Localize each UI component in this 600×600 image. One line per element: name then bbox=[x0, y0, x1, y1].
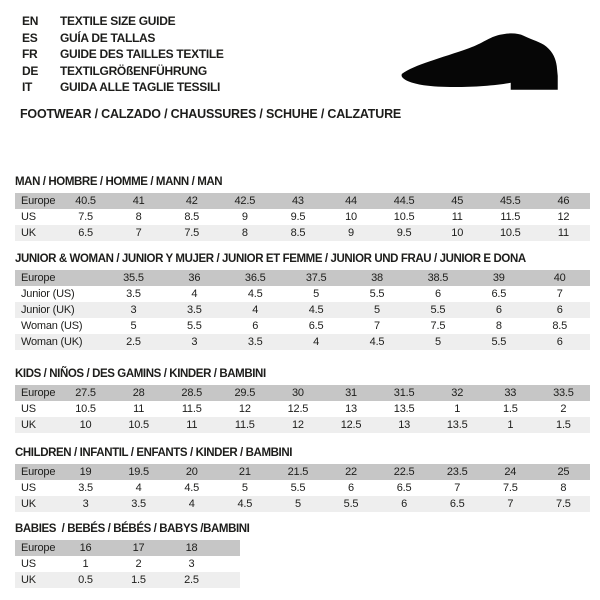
size-cell: 3.5 bbox=[186, 304, 202, 316]
language-row bbox=[22, 46, 224, 63]
size-cell: 28.5 bbox=[181, 387, 203, 399]
size-cell: 10.5 bbox=[128, 419, 149, 431]
size-cell: 5 bbox=[241, 482, 248, 494]
size-cell: 11.5 bbox=[234, 419, 255, 431]
size-cell: 4.5 bbox=[308, 304, 324, 316]
table-row bbox=[15, 464, 590, 480]
size-cell: 5.5 bbox=[290, 482, 306, 494]
row-label: UK bbox=[21, 498, 36, 510]
row-label: US bbox=[21, 211, 36, 223]
size-cell: 1.5 bbox=[502, 403, 518, 415]
size-cell: 8.5 bbox=[552, 320, 568, 332]
table-row bbox=[15, 193, 590, 209]
size-cell: 13.5 bbox=[446, 419, 468, 431]
size-cell: 12.5 bbox=[287, 403, 309, 415]
size-cell: 6.5 bbox=[396, 482, 412, 494]
size-cell: 6 bbox=[495, 304, 502, 316]
size-cell: 25 bbox=[557, 466, 570, 478]
size-cell: 23.5 bbox=[446, 466, 468, 478]
size-cell: 4 bbox=[191, 288, 198, 300]
spacer-cell bbox=[218, 540, 240, 556]
size-cell: 32 bbox=[451, 387, 464, 399]
size-cell: 1 bbox=[507, 419, 514, 431]
table-row bbox=[15, 540, 240, 556]
language-row bbox=[22, 63, 224, 80]
size-cell: 2 bbox=[135, 558, 142, 570]
row-label: Europe bbox=[21, 195, 56, 207]
size-cell: 24 bbox=[504, 466, 517, 478]
size-section-kids bbox=[15, 368, 590, 433]
size-cell: 4.5 bbox=[237, 498, 253, 510]
size-cell: 11 bbox=[133, 403, 145, 415]
size-cell: 37.5 bbox=[305, 272, 327, 284]
size-cell: 1.5 bbox=[556, 419, 571, 431]
row-label: Junior (UK) bbox=[21, 304, 75, 316]
size-cell: 42.5 bbox=[234, 195, 256, 207]
language-list bbox=[22, 13, 224, 96]
row-label: US bbox=[21, 482, 36, 494]
size-cell: 1 bbox=[454, 403, 461, 415]
size-cell: 45.5 bbox=[499, 195, 521, 207]
size-cell: 13 bbox=[398, 419, 411, 431]
size-cell: 4 bbox=[135, 482, 142, 494]
size-cell: 8 bbox=[241, 227, 248, 239]
size-cell: 12 bbox=[238, 403, 251, 415]
size-cell: 7 bbox=[507, 498, 514, 510]
size-cell: 9 bbox=[348, 227, 354, 239]
row-label: Woman (UK) bbox=[21, 336, 83, 348]
size-cell: 19.5 bbox=[128, 466, 149, 478]
size-cell: 30 bbox=[292, 387, 304, 399]
size-cell: 7 bbox=[374, 320, 380, 332]
size-cell: 4.5 bbox=[247, 288, 263, 300]
size-cell: 10 bbox=[451, 227, 464, 239]
size-cell: 18 bbox=[185, 542, 198, 554]
size-cell: 1 bbox=[82, 558, 89, 570]
size-cell: 44 bbox=[345, 195, 357, 207]
size-cell: 5.5 bbox=[186, 320, 202, 332]
row-label: UK bbox=[21, 574, 36, 586]
size-cell: 8.5 bbox=[290, 227, 306, 239]
size-cell: 11 bbox=[186, 419, 198, 431]
size-cell: 11 bbox=[451, 211, 463, 223]
language-label: TEXTILE SIZE GUIDE bbox=[60, 14, 176, 28]
size-section-babies bbox=[15, 523, 249, 588]
language-row bbox=[22, 13, 224, 30]
row-label: Junior (US) bbox=[21, 288, 75, 300]
size-table bbox=[15, 464, 590, 512]
size-cell: 1.5 bbox=[131, 574, 146, 586]
size-cell: 5.5 bbox=[369, 288, 385, 300]
size-cell: 41 bbox=[132, 195, 145, 207]
size-cell: 7.5 bbox=[78, 211, 93, 223]
size-cell: 9.5 bbox=[290, 211, 306, 223]
size-cell: 3.5 bbox=[247, 336, 263, 348]
size-cell: 7.5 bbox=[184, 227, 200, 239]
table-row bbox=[15, 334, 590, 350]
size-cell: 17 bbox=[132, 542, 145, 554]
size-cell: 40 bbox=[553, 272, 566, 284]
size-cell: 3 bbox=[188, 558, 195, 570]
table-row bbox=[15, 496, 590, 512]
language-code: EN bbox=[22, 14, 39, 28]
table-row bbox=[15, 572, 240, 588]
size-section-junior-woman bbox=[15, 253, 590, 350]
size-cell: 7.5 bbox=[502, 482, 518, 494]
size-cell: 22 bbox=[345, 466, 357, 478]
table-row bbox=[15, 556, 240, 572]
size-section-man bbox=[15, 176, 590, 241]
table-row bbox=[15, 318, 590, 334]
size-cell: 10.5 bbox=[393, 211, 415, 223]
size-cell: 13.5 bbox=[393, 403, 415, 415]
size-cell: 12.5 bbox=[340, 419, 362, 431]
size-cell: 10 bbox=[345, 211, 357, 223]
size-cell: 27.5 bbox=[75, 387, 96, 399]
size-cell: 10.5 bbox=[75, 403, 96, 415]
size-cell: 6 bbox=[556, 304, 563, 316]
size-cell: 5 bbox=[294, 498, 301, 510]
size-cell: 6 bbox=[348, 482, 354, 494]
table-row bbox=[15, 209, 590, 225]
table-row bbox=[15, 286, 590, 302]
size-cell: 5.5 bbox=[491, 336, 507, 348]
row-label: US bbox=[21, 558, 36, 570]
size-cell: 2 bbox=[560, 403, 567, 415]
size-cell: 8.5 bbox=[184, 211, 200, 223]
table-row bbox=[15, 417, 590, 433]
size-cell: 5 bbox=[374, 304, 380, 316]
size-cell: 4 bbox=[252, 304, 259, 316]
size-cell: 3.5 bbox=[126, 288, 141, 300]
size-cell: 8 bbox=[135, 211, 142, 223]
row-label: Europe bbox=[21, 466, 56, 478]
size-cell: 6 bbox=[556, 336, 563, 348]
size-cell: 31 bbox=[345, 387, 357, 399]
size-cell: 38.5 bbox=[427, 272, 449, 284]
size-table bbox=[15, 193, 590, 241]
size-cell: 3.5 bbox=[78, 482, 93, 494]
size-cell: 9.5 bbox=[396, 227, 412, 239]
row-label: US bbox=[21, 403, 36, 415]
row-label: Europe bbox=[21, 387, 56, 399]
size-cell: 10.5 bbox=[499, 227, 521, 239]
section-title: KIDS / NIÑOS / DES GAMINS / KINDER / BAMBINI bbox=[15, 368, 266, 380]
size-cell: 8 bbox=[495, 320, 502, 332]
size-table bbox=[15, 540, 240, 588]
size-cell: 33.5 bbox=[553, 387, 574, 399]
size-cell: 7 bbox=[135, 227, 142, 239]
table-row bbox=[15, 270, 590, 286]
size-cell: 12 bbox=[292, 419, 304, 431]
size-cell: 3 bbox=[191, 336, 198, 348]
size-cell: 10 bbox=[79, 419, 92, 431]
row-label: Woman (US) bbox=[21, 320, 83, 332]
language-label: GUIDE DES TAILLES TEXTILE bbox=[60, 47, 224, 62]
table-row bbox=[15, 302, 590, 318]
row-label: Europe bbox=[21, 272, 56, 284]
size-cell: 6.5 bbox=[78, 227, 93, 239]
size-cell: 5 bbox=[434, 336, 441, 348]
size-cell: 7 bbox=[454, 482, 461, 494]
size-cell: 12 bbox=[557, 211, 570, 223]
size-cell: 5 bbox=[313, 288, 320, 300]
size-cell: 5.5 bbox=[430, 304, 446, 316]
language-label: TEXTILGRÖßENFÜHRUNG bbox=[60, 63, 207, 78]
size-cell: 46 bbox=[557, 195, 570, 207]
size-cell: 35.5 bbox=[123, 272, 144, 284]
size-cell: 5 bbox=[130, 320, 137, 332]
size-cell: 6.5 bbox=[449, 498, 465, 510]
size-cell: 6 bbox=[401, 498, 408, 510]
size-cell: 0.5 bbox=[78, 574, 93, 586]
section-title: CHILDREN / INFANTIL / ENFANTS / KINDER / BAMBINI bbox=[15, 447, 293, 459]
size-cell: 4 bbox=[188, 498, 195, 510]
size-cell: 4.5 bbox=[184, 482, 200, 494]
size-cell: 3.5 bbox=[131, 498, 146, 510]
size-cell: 31.5 bbox=[393, 387, 415, 399]
size-cell: 5.5 bbox=[343, 498, 359, 510]
size-cell: 20 bbox=[185, 466, 198, 478]
size-cell: 4 bbox=[313, 336, 320, 348]
size-table bbox=[15, 385, 590, 433]
size-cell: 44.5 bbox=[393, 195, 415, 207]
size-table bbox=[15, 270, 590, 350]
size-cell: 40.5 bbox=[75, 195, 96, 207]
size-cell: 9 bbox=[241, 211, 248, 223]
size-cell: 38 bbox=[371, 272, 383, 284]
size-cell: 36.5 bbox=[244, 272, 266, 284]
size-cell: 13 bbox=[345, 403, 357, 415]
size-cell: 6 bbox=[434, 288, 441, 300]
language-row bbox=[22, 79, 224, 96]
row-label: UK bbox=[21, 419, 36, 431]
size-cell: 22.5 bbox=[393, 466, 415, 478]
size-section-children bbox=[15, 447, 590, 512]
size-cell: 7.5 bbox=[430, 320, 446, 332]
spacer-cell bbox=[218, 556, 240, 572]
size-cell: 7.5 bbox=[556, 498, 571, 510]
size-cell: 16 bbox=[79, 542, 92, 554]
size-cell: 6.5 bbox=[308, 320, 324, 332]
size-cell: 43 bbox=[292, 195, 304, 207]
table-row bbox=[15, 401, 590, 417]
table-row bbox=[15, 385, 590, 401]
language-code: FR bbox=[22, 47, 38, 62]
size-cell: 2.5 bbox=[126, 336, 141, 348]
category-title: FOOTWEAR / CALZADO / CHAUSSURES / SCHUHE / CALZATURE bbox=[20, 107, 402, 121]
row-label: Europe bbox=[21, 542, 56, 554]
size-cell: 42 bbox=[185, 195, 198, 207]
size-cell: 29.5 bbox=[234, 387, 256, 399]
language-row bbox=[22, 30, 224, 47]
size-cell: 11.5 bbox=[500, 211, 521, 223]
table-row bbox=[15, 225, 590, 241]
row-label: UK bbox=[21, 227, 36, 239]
spacer-cell bbox=[218, 572, 240, 588]
section-title: BABIES / BEBÉS / BÉBÉS / BABYS /BAMBINI bbox=[15, 523, 250, 535]
language-code: DE bbox=[22, 63, 39, 78]
size-cell: 2.5 bbox=[184, 574, 199, 586]
size-cell: 8 bbox=[560, 482, 567, 494]
section-title: JUNIOR & WOMAN / JUNIOR Y MUJER / JUNIOR ET FEMME / JUNIOR UND FRAU / JUNIOR E DONA bbox=[15, 253, 526, 265]
table-row bbox=[15, 480, 590, 496]
size-cell: 28 bbox=[132, 387, 145, 399]
size-cell: 7 bbox=[556, 288, 563, 300]
size-cell: 45 bbox=[451, 195, 464, 207]
size-cell: 11 bbox=[557, 227, 569, 239]
language-label: GUÍA DE TALLAS bbox=[60, 30, 156, 45]
size-cell: 21.5 bbox=[287, 466, 309, 478]
shoe-icon bbox=[392, 28, 580, 98]
size-cell: 39 bbox=[492, 272, 505, 284]
language-code: ES bbox=[22, 30, 38, 45]
language-code: IT bbox=[22, 80, 33, 95]
size-cell: 11.5 bbox=[181, 403, 202, 415]
size-cell: 19 bbox=[79, 466, 92, 478]
size-cell: 33 bbox=[504, 387, 517, 399]
size-cell: 36 bbox=[188, 272, 201, 284]
size-cell: 6 bbox=[252, 320, 259, 332]
size-cell: 21 bbox=[238, 466, 251, 478]
size-cell: 3 bbox=[130, 304, 137, 316]
section-title: MAN / HOMBRE / HOMME / MANN / MAN bbox=[15, 176, 223, 188]
size-cell: 6.5 bbox=[491, 288, 507, 300]
size-cell: 3 bbox=[82, 498, 89, 510]
size-cell: 4.5 bbox=[369, 336, 385, 348]
language-label: GUIDA ALLE TAGLIE TESSILI bbox=[60, 80, 221, 95]
